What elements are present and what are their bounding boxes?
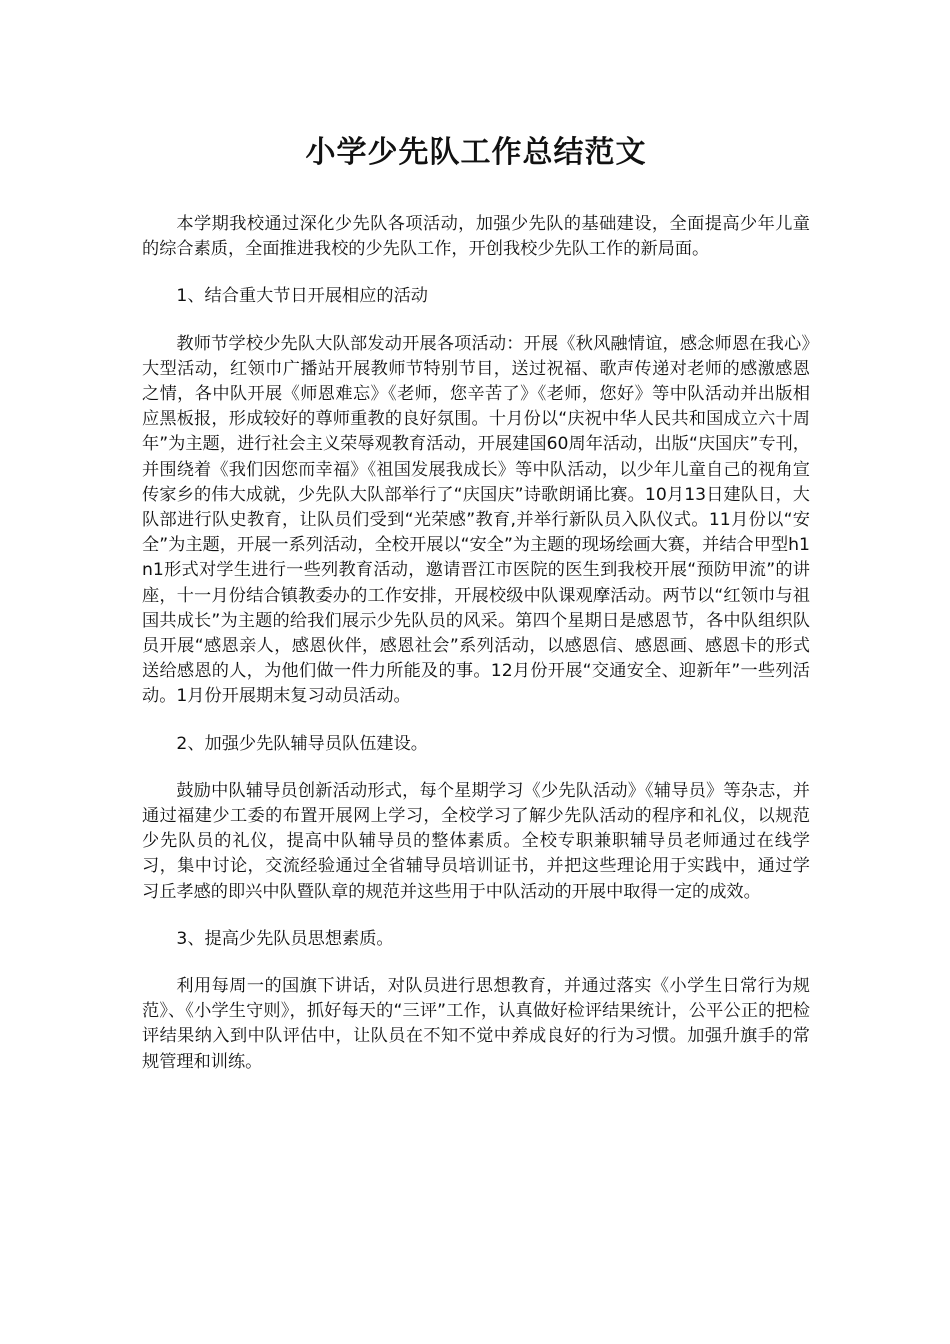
section-3-body: 利用每周一的国旗下讲话，对队员进行思想教育，并通过落实《小学生日常行为规范》、《小学生守则》，抓好每天的“三评”工作，认真做好检评结果统计，公平公正的把检评结果纳入到中队评估中，让队员在不知不觉中养成良好的行为习惯。加强升旗手的常规管理和训练。 bbox=[142, 976, 810, 1072]
document-title: 小学少先队工作总结范文 bbox=[305, 135, 647, 170]
section-2-body: 鼓励中队辅导员创新活动形式，每个星期学习《少先队活动》《辅导员》等杂志，并通过福建少工委的布置开展网上学习，全校学习了解少先队活动的程序和礼仪，以规范少先队员的礼仪，提高中队辅导员的整体素质。全校专职兼职辅导员老师通过在线学习，集中讨论，交流经验通过全省辅导员培训证书，并把这些理论用于实践中，通过学习丘孝感的即兴中队暨队章的规范并这些用于中队活动的开展中取得一定的成效。 bbox=[142, 780, 810, 902]
document-page bbox=[142, 128, 810, 1097]
section-1-body: 教师节学校少先队大队部发动开展各项活动：开展《秋风融情谊，感念师恩在我心》大型活动，红领巾广播站开展教师节特别节目，送过祝福、歌声传递对老师的感激感恩之情，各中队开展《师恩难忘》《老师，您辛苦了》《老师，您好》等中队活动并出版相应黑板报，形成较好的尊师重教的良好氛围。十月份以“庆祝中华人民共和国成立六十周年”为主题，进行社会主义荣辱观教育活动，开展建国60周年活动，出版“庆国庆”专刊，并围绕着《我们因您而幸福》《祖国发展我成长》等中队活动，以少年儿童自己的视角宣传家乡的伟大成就，少先队大队部举行了“庆国庆”诗歌朗诵比赛。10月13日建队日，大队部进行队史教育，让队员们受到“光荣感”教育,并举行新队员入队仪式。11月份以“安全”为主题，开展一系列活动，全校开展以“安全”为主题的现场绘画大赛，并结合甲型h1n1形式对学生进行一些列教育活动，邀请晋江市医院的医生到我校开展“预防甲流”的讲座，十一月份结合镇教委办的工作安排，开展校级中队课观摩活动。两节以“红领巾与祖国共成长”为主题的给我们展示少先队员的风采。第四个星期日是感恩节，各中队组织队员开展“感恩亲人，感恩伙伴，感恩社会”系列活动，以感恩信、感恩画、感恩卡的形式送给感恩的人，为他们做一件力所能及的事。12月份开展“交通安全、迎新年”一些列活动。1月份开展期末复习动员活动。 bbox=[142, 333, 810, 707]
section-3-heading: 3、提高少先队员思想素质。 bbox=[176, 928, 394, 949]
section-1-heading: 1、结合重大节日开展相应的活动 bbox=[176, 286, 428, 307]
intro-paragraph: 本学期我校通过深化少先队各项活动，加强少先队的基础建设，全面提高少年儿童的综合素质，全面推进我校的少先队工作，开创我校少先队工作的新局面。 bbox=[142, 214, 810, 260]
section-2-heading: 2、加强少先队辅导员队伍建设。 bbox=[176, 733, 428, 754]
